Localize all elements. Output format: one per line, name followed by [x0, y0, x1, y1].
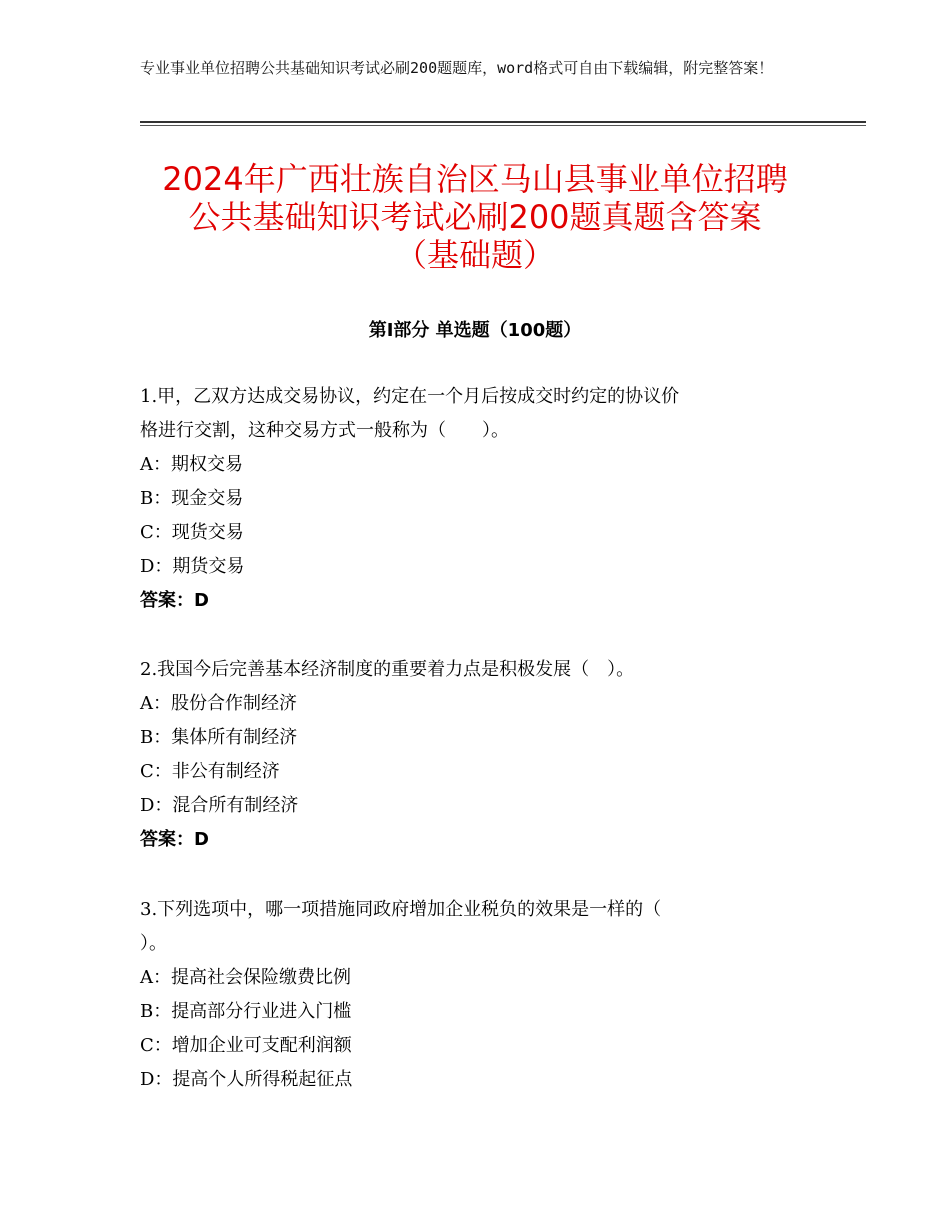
question-2-option-b: B：集体所有制经济 [140, 727, 298, 748]
document-title [100, 160, 850, 274]
question-2-answer: 答案：D [140, 829, 209, 850]
question-1-option-c: C：现货交易 [140, 522, 244, 543]
question-1-option-a: A：期权交易 [140, 454, 243, 475]
question-3-option-a: A：提高社会保险缴费比例 [140, 967, 351, 988]
question-3-option-d: D：提高个人所得税起征点 [140, 1069, 353, 1090]
header-divider-thick [140, 121, 866, 123]
question-2-text-line-1: 2.我国今后完善基本经济制度的重要着力点是积极发展（ ）。 [140, 659, 635, 680]
question-1 [140, 380, 820, 618]
question-1-text-line-2: 格进行交割，这种交易方式一般称为（ ）。 [140, 420, 509, 441]
question-3-text-line-1: 3.下列选项中，哪一项措施同政府增加企业税负的效果是一样的（ [140, 899, 662, 920]
section-heading: 第Ⅰ部分 单选题（100题） [368, 320, 582, 341]
question-3 [140, 893, 820, 1097]
question-3-option-b: B：提高部分行业进入门槛 [140, 1001, 352, 1022]
question-2-option-c: C：非公有制经济 [140, 761, 280, 782]
question-2 [140, 653, 820, 857]
question-2-option-d: D：混合所有制经济 [140, 795, 299, 816]
question-1-answer: 答案：D [140, 590, 209, 611]
header-divider-thin [140, 125, 866, 126]
question-1-text-line-1: 1.甲，乙双方达成交易协议，约定在一个月后按成交时约定的协议价 [140, 386, 680, 407]
title-line-2: 公共基础知识考试必刷200题真题含答案 [188, 198, 762, 236]
question-3-text-line-2: ）。 [140, 933, 167, 954]
title-line-3: （基础题） [394, 236, 555, 274]
question-1-option-b: B：现金交易 [140, 488, 244, 509]
question-3-option-c: C：增加企业可支配利润额 [140, 1035, 352, 1056]
question-2-option-a: A：股份合作制经济 [140, 693, 297, 714]
header-note: 专业事业单位招聘公共基础知识考试必刷200题题库，word格式可自由下载编辑，附完整答案！ [140, 59, 774, 77]
title-line-1: 2024年广西壮族自治区马山县事业单位招聘 [162, 160, 788, 198]
question-1-option-d: D：期货交易 [140, 556, 245, 577]
